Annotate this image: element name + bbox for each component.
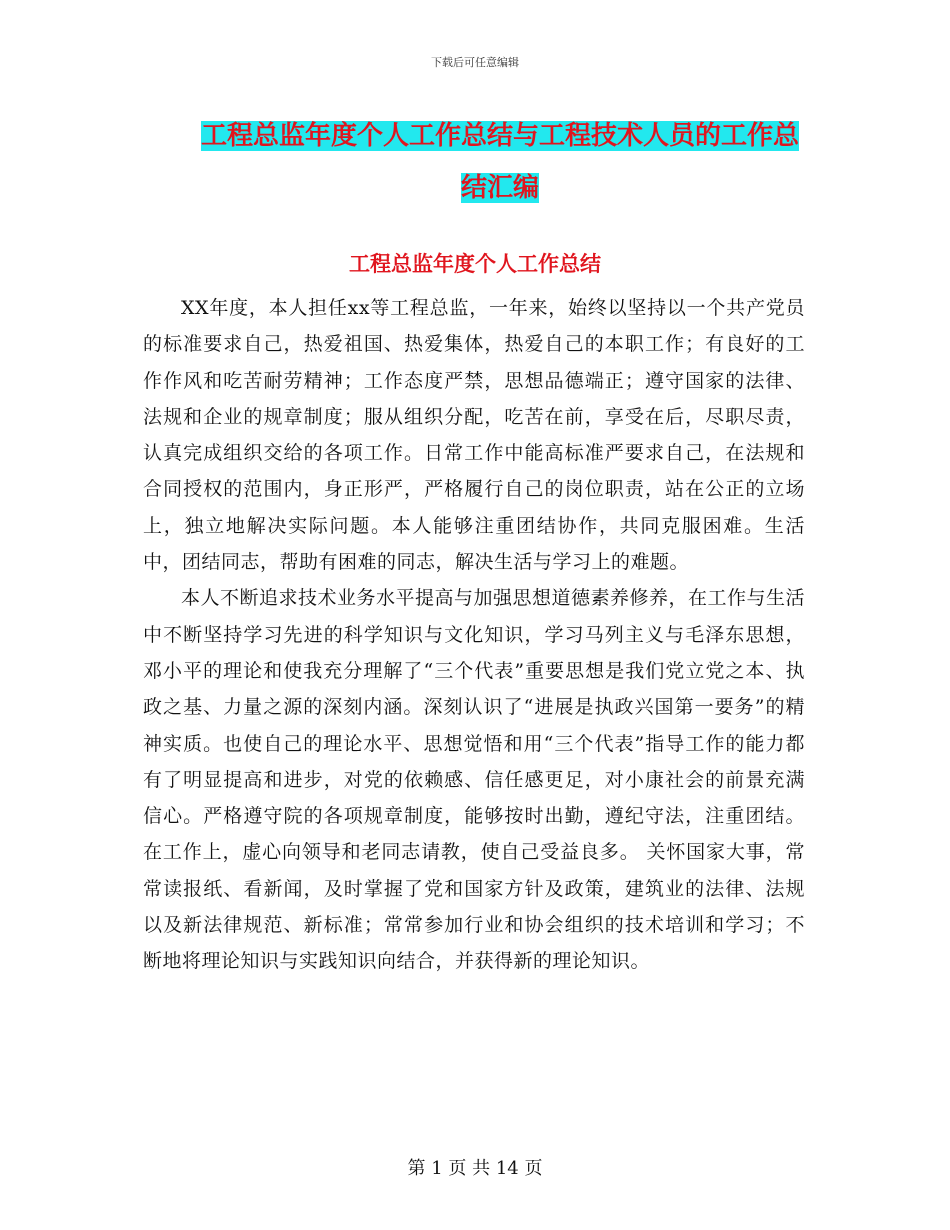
paragraph-1: XX年度，本人担任xx等工程总监，一年来，始终以坚持以一个共产党员的标准要求自己，热爱祖国、热爱集体，热爱自己的本职工作；有良好的工作作风和吃苦耐劳精神；工作态度严禁，思想品德端正；遵守国家的法律、法规和企业的规章制度；服从组织分配，吃苦在前，享受在后，尽职尽责，认真完成组织交给的各项工作。日常工作中能高标准严要求自己，在法规和合同授权的范围内，身正形严，严格履行自己的岗位职责，站在公正的立场上，独立地解决实际问题。本人能够注重团结协作，共同克服困难。生活中，团结同志，帮助有困难的同志，解决生活与学习上的难题。 — [143, 297, 805, 574]
section-title: 工程总监年度个人工作总结 — [349, 252, 601, 276]
document-title-line-2: 结汇编 — [460, 173, 539, 203]
document-body — [143, 290, 805, 980]
document-title-line-1: 工程总监年度个人工作总结与工程技术人员的工作总 — [200, 121, 799, 151]
page-header-note: 下载后可任意编辑 — [431, 56, 519, 69]
page-number-footer: 第 1 页 共 14 页 — [407, 1158, 543, 1179]
document-title — [150, 110, 850, 214]
paragraph-2: 本人不断追求技术业务水平提高与加强思想道德素养修养，在工作与生活中不断坚持学习先进的科学知识与文化知识，学习马列主义与毛泽东思想，邓小平的理论和使我充分理解了“三个代表”重要思想是我们党立党之本、执政之基、力量之源的深刻内涵。深刻认识了“进展是执政兴国第一要务”的精神实质。也使自己的理论水平、思想觉悟和用“三个代表”指导工作的能力都有了明显提高和进步，对党的依赖感、信任感更足，对小康社会的前景充满信心。严格遵守院的各项规章制度，能够按时出勤，遵纪守法，注重团结。在工作上，虚心向领导和老同志请教，使自己受益良多。 关怀国家大事，常常读报纸、看新闻，及时掌握了党和国家方针及政策，建筑业的法律、法规以及新法律规范、新标准；常常参加行业和协会组织的技术培训和学习；不断地将理论知识与实践知识向结合，并获得新的理论知识。 — [143, 587, 806, 973]
